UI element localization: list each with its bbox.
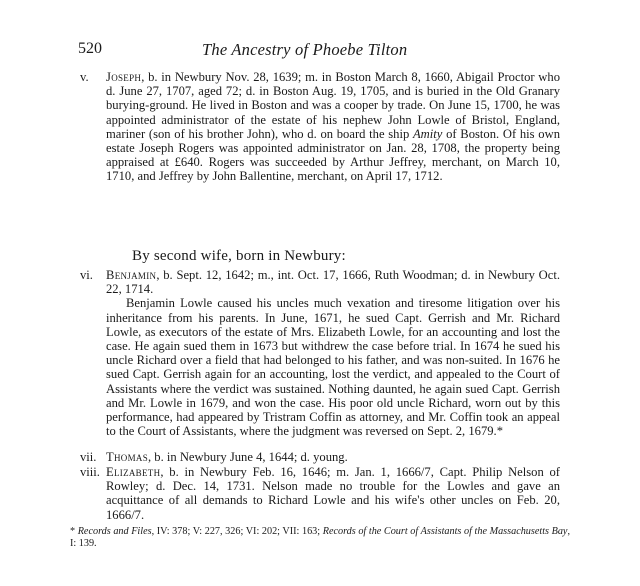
entry-numeral: viii. xyxy=(80,465,100,479)
page-header xyxy=(78,40,548,62)
page-number: 520 xyxy=(78,40,102,57)
entry-text: , b. in Newbury Feb. 16, 1646; m. Jan. 1, 1666/7, Capt. Philip Nelson of Rowley; d. Dec. 14, 1731. Nelson made no trouble for the Lowles and gave an acquittance of all demands to Richard Lowle and his wife's other uncles on Feb. 20, 1666/7. xyxy=(106,465,560,522)
entry-numeral: v. xyxy=(80,70,89,84)
entry-body xyxy=(106,465,560,522)
entry-body xyxy=(106,70,560,184)
entry-body xyxy=(106,268,560,438)
entry-elizabeth xyxy=(80,465,560,522)
entry-text: , b. Sept. 12, 1642; m., int. Oct. 17, 1666, Ruth Woodman; d. in Newbury Oct. 22, 1714. xyxy=(106,268,560,297)
entry-numeral: vii. xyxy=(80,450,97,464)
footnote-marker: * xyxy=(70,526,78,537)
entry-name: Thomas xyxy=(106,450,148,464)
entry-text: , b. in Newbury Nov. 28, 1639; m. in Boston March 8, 1660, Abigail Proctor who d. June 27, 1707, aged 72; d. in Boston Aug. 19, 1705, and is buried in the Old Granary burying-ground. He lived in Boston and was a cooper by trade. On June 15, 1700, he was appointed administrator of the estate of his nephew John Lowle of Bristol, England, mariner (son of his brother John), who d. on board the ship xyxy=(106,70,560,141)
footnote-reference: , IV: 378; V: 227, 326; VI: 202; VII: 163; xyxy=(151,526,323,537)
entry-name: Benjamin xyxy=(106,268,157,282)
footnote-source: Records and Files xyxy=(77,526,152,537)
footnote-reference: , I: 139. xyxy=(70,526,571,549)
section-subheading: By second wife, born in Newbury: xyxy=(132,248,346,264)
entry-paragraph: Benjamin Lowle caused his uncles much vexation and tiresome litigation over his inheritance from his parents. In June, 1671, he sued Capt. Gerrish and Mr. Richard Lowle, as executors of the estate of Mrs. Elizabeth Lowle, for an accounting and lost the case. He again sued them in 1673 but withdrew the case before trial. In 1674 he sued his uncle Richard over a field that had belonged to his father, and was non-suited. In 1676 he sued Capt. Gerrish again for an accounting, lost the verdict, and appealed to the Court of Assistants where the verdict was sustained. Nothing daunted, he again sued Capt. Gerrish and Mr. Lowle in 1679, and won the case. His poor old uncle Richard, worn out by this performance, had appeared by Tristram Coffin as attorney, and Mr. Coffin took an appeal to the Court of Assistants, where the judgment was reversed on Sept. 2, 1679.* xyxy=(106,296,560,439)
entry-numeral: vi. xyxy=(80,268,93,282)
entry-name: Elizabeth xyxy=(106,465,161,479)
footnote-source: Records of the Court of Assistants of the Massachusetts Bay xyxy=(322,526,568,537)
entry-text-continued: of Boston. Of his own estate Joseph Rogers was appointed administrator on Jan. 28, 1708, the property being appraised at £640. Rogers was succeeded by Arthur Jeffrey, merchant, on March 10, 1710, and Jeffrey by John Ballentine, merchant, on April 17, 1712. xyxy=(106,126,560,184)
footnote xyxy=(70,526,570,550)
entry-body xyxy=(106,450,560,464)
ship-name: Amity xyxy=(412,126,443,141)
running-title: The Ancestry of Phoebe Tilton xyxy=(202,40,408,59)
entry-name: Joseph xyxy=(106,70,142,84)
entry-joseph xyxy=(80,70,560,184)
entry-text: , b. in Newbury June 4, 1644; d. young. xyxy=(148,450,348,464)
entry-thomas xyxy=(80,450,560,464)
entry-benjamin xyxy=(80,268,560,438)
